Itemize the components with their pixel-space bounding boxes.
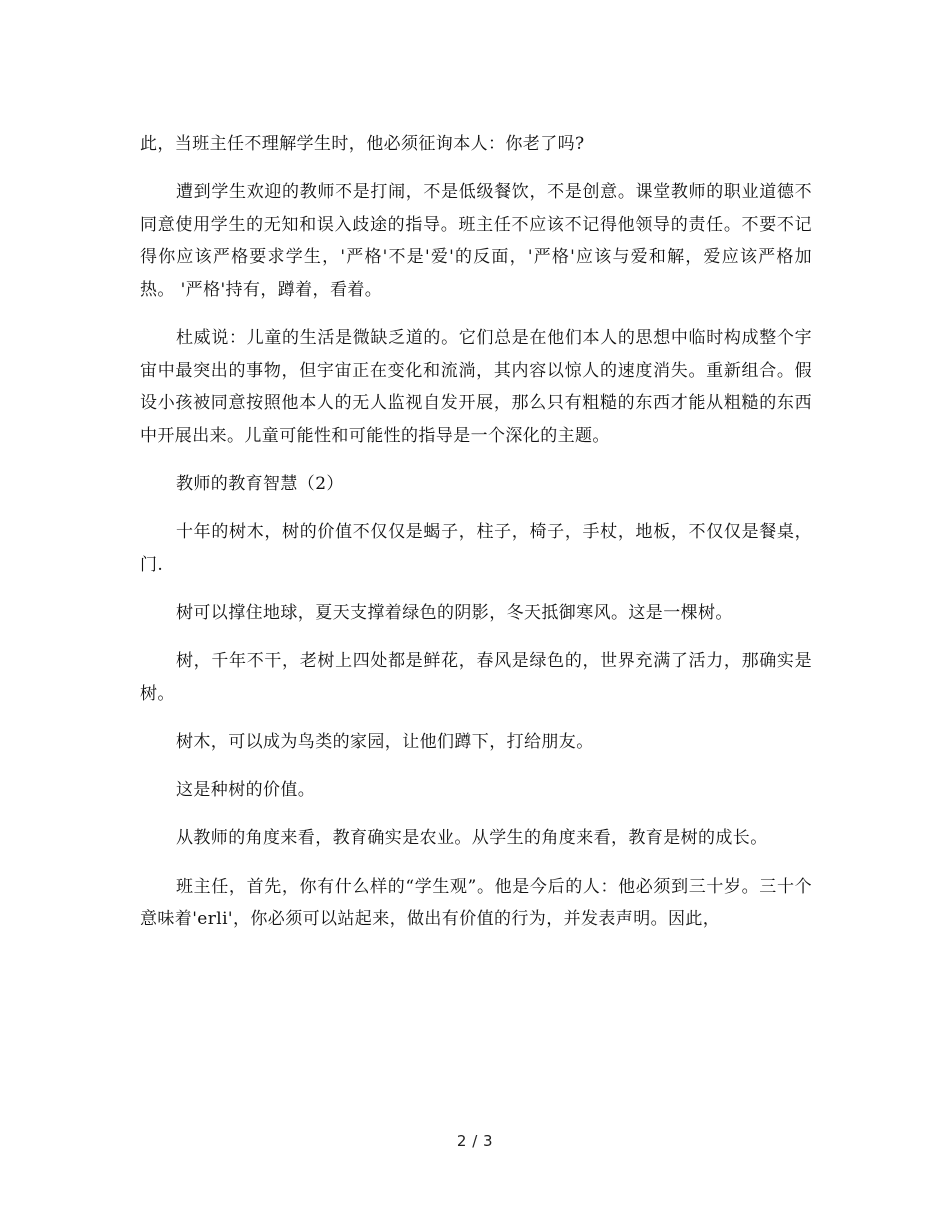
paragraph: 这是种树的价值。 <box>176 780 316 801</box>
paragraph: 树可以撑住地球，夏天支撑着绿色的阴影，冬天抵御寒风。这是一棵树。 <box>176 603 733 624</box>
paragraph: 十年的树木，树的价值不仅仅是蝎子，柱子，椅子，手杖，地板，不仅仅是餐桌，门. <box>140 522 812 575</box>
paragraph: 班主任，首先，你有什么样的“学生观”。他是今后的人：他必须到三十岁。三十个意味着'erli'，你必须可以站起来，做出有价值的行为，并发表声明。因此， <box>140 876 812 930</box>
paragraph: 此，当班主任不理解学生时，他必须征询本人：你老了吗? <box>140 134 585 154</box>
paragraph: 从教师的角度来看，教育确实是农业。从学生的角度来看，教育是树的成长。 <box>176 828 768 849</box>
section-heading: 教师的教育智慧（2） <box>176 474 344 495</box>
page-body <box>140 128 812 936</box>
page-number: 2 / 3 <box>456 1132 494 1150</box>
paragraph: 树木，可以成为鸟类的家园，让他们蹲下，打给朋友。 <box>176 732 594 753</box>
paragraph: 树，千年不干，老树上四处都是鲜花，春风是绿色的，世界充满了活力，那确实是树。 <box>140 651 812 704</box>
paragraph: 遭到学生欢迎的教师不是打闹，不是低级餐饮，不是创意。课堂教师的职业道德不同意使用学生的无知和误入歧途的指导。班主任不应该不记得他领导的责任。不要不记得你应该严格要求学生，'严格'不是'爱'的反面，'严格'应该与爱和解，爱应该严格加热。 '严格'持有，蹲着，看着。 <box>140 182 812 300</box>
paragraph: 杜威说：儿童的生活是微缺乏道的。它们总是在他们本人的思想中临时构成整个宇宙中最突出的事物，但宇宙正在变化和流淌，其内容以惊人的速度消失。重新组合。假设小孩被同意按照他本人的无人监视自发开展，那么只有粗糙的东西才能从粗糙的东西中开展出来。儿童可能性和可能性的指导是一个深化的主题。 <box>140 328 812 446</box>
